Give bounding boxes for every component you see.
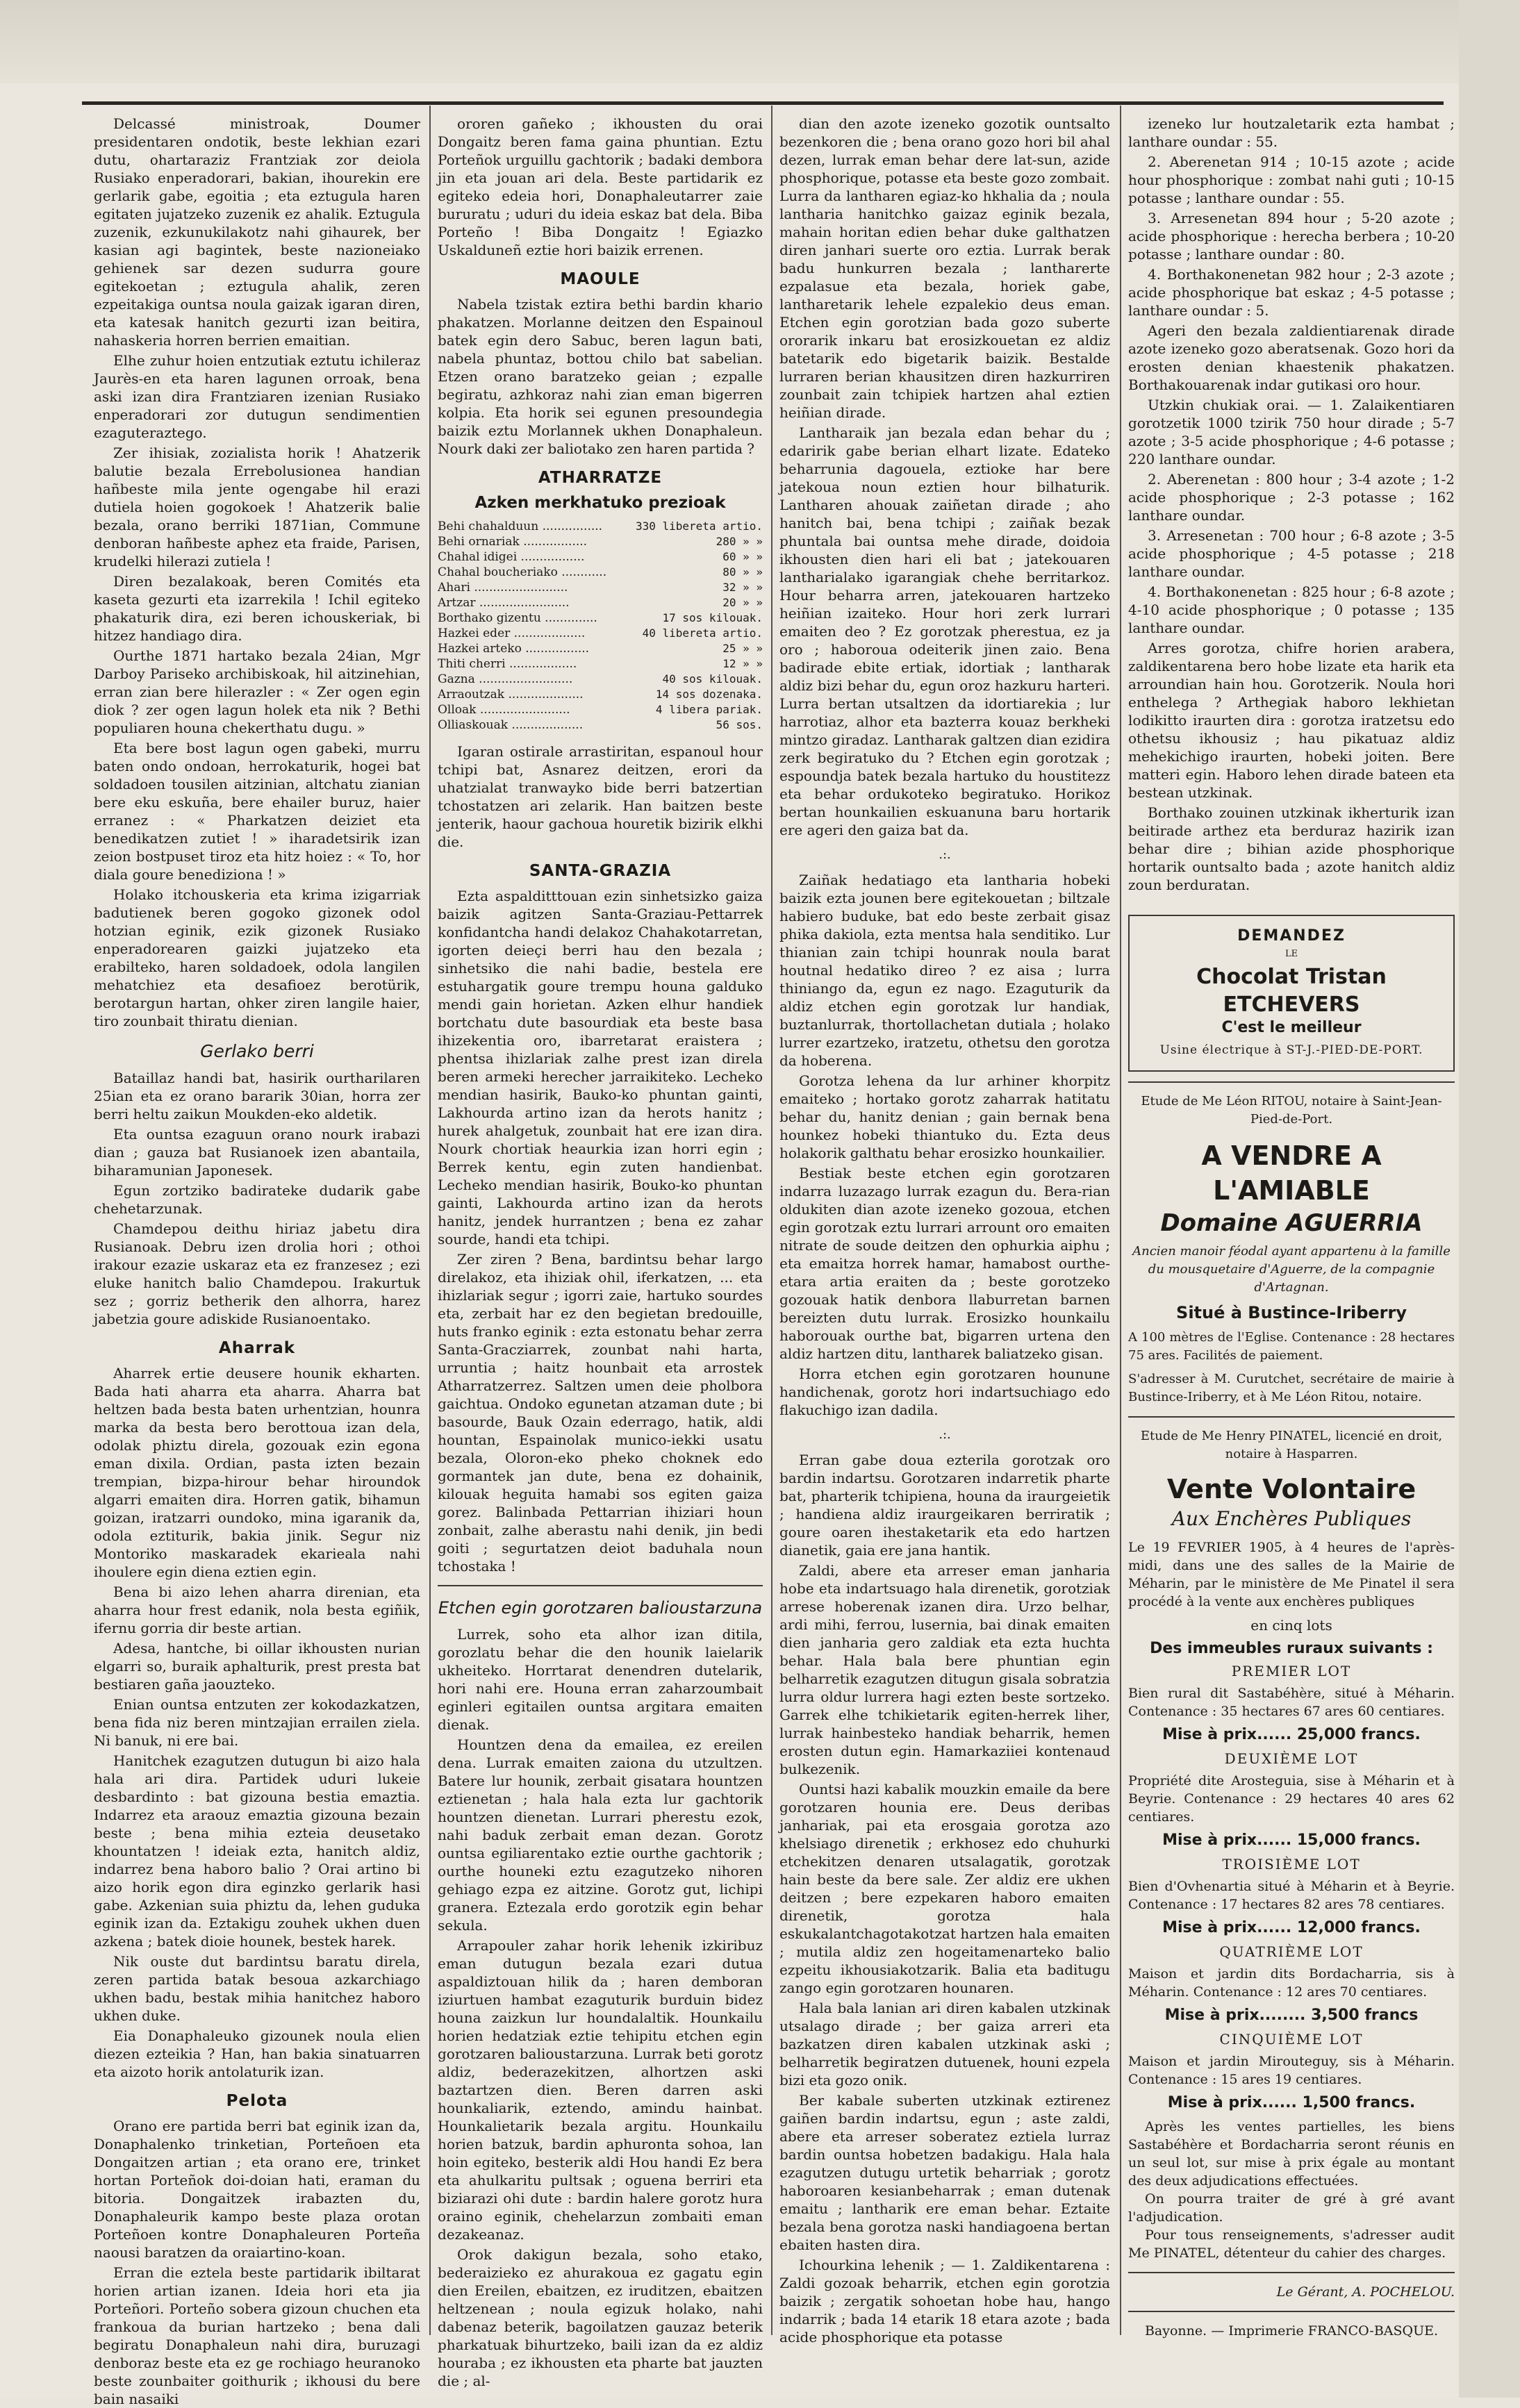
price-label: Thiti cherri .................. (438, 657, 577, 671)
paragraph: Eta ountsa ezaguun orano nourk irabazi dian ; gauza bat Rusianoek izen abantaila, biharamunian Japonesek. (94, 1126, 420, 1179)
paragraph: 4. Borthakonenetan 982 hour ; 2-3 azote ; acide phosphorique bat eskaz ; 4-5 potasse ; lanthare oundar : 5. (1128, 266, 1455, 319)
paragraph: Enian ountsa entzuten zer kokodazkatzen, bena fida niz beren mintzajian errailen ziela. Ni banuk, ni ere bai. (94, 1696, 420, 1749)
paragraph: 3. Arresenetan 894 hour ; 5-20 azote ; acide phosphorique : herecha berbera ; 10-20 potasse ; lanthare oundar : 80. (1128, 210, 1455, 263)
paragraph: 3. Arresenetan : 700 hour ; 6-8 azote ; 3-5 acide phosphorique ; 4-5 potasse ; 218 lanthare oundar. (1128, 527, 1455, 580)
price-value: 40 sos kilouak. (662, 672, 763, 686)
paragraph: Lurrek, soho eta alhor izan ditila, gorozlatu behar die den hounik laielarik ukheiteko. Horrtarat denendren dutelarik, hori nahi ere. Houna erran zaharzoumbait eginleri egitailen ountsa argitara emaiten dienak. (438, 1626, 763, 1733)
ad-contact: S'adresser à M. Curutchet, secrétaire de mairie à Bustince-Iriberry, et à Me Léon Ritou, notaire. (1128, 1372, 1455, 1404)
paragraph: Diren bezalakoak, beren Comités eta kaseta gezurti eta izarrekila ! Ichil egiteko phakaturik dira, ezi beren ichouskeriak, bi hitzez handiago dira. (94, 573, 420, 644)
paragraph: Nik ouste dut bardintsu baratu direla, zeren partida batak besoua azkarchiago ukhen badu, bestak mihia hanitchez haboro ukhen duke. (94, 1953, 420, 2024)
column-rule (1120, 106, 1121, 2335)
paragraph: Ourthe 1871 hartako bezala 24ian, Mgr Darboy Pariseko archibiskoak, hil aitzinehian, erran zian bere hilerazler : « Zer ogen egin diok ? zer ogen lagun holek eta nik ? Bethi populiaren houna chekerthatu dugu. » (94, 647, 420, 736)
section-title-aharrak: Aharrak (218, 1339, 296, 1357)
price-label: Behi chahalduun ................ (438, 520, 603, 533)
ad-immeubles: Des immeubles ruraux suivants : (1150, 1640, 1433, 1657)
separator-rule (438, 1585, 763, 1586)
imprimerie-line: Bayonne. — Imprimerie FRANCO-BASQUE. (1144, 2323, 1439, 2339)
paragraph: Eia Donaphaleuko gizounek noula elien diezen ezteikia ? Han, han bakia sinatuarren eta aizoto horik antolaturik izan. (94, 2027, 420, 2080)
price-row (438, 672, 763, 687)
paragraph: izeneko lur houtzaletarik ezta hambat ; lanthare oundar : 55. (1128, 115, 1455, 150)
separator-rule (1128, 2272, 1455, 2273)
section-title-santa-grazia: SANTA-GRAZIA (529, 862, 672, 880)
lot-1-desc: Bien rural dit Sastabéhère, situé à Méharin. Contenance : 35 hectares 67 ares 60 centiares. (1128, 1686, 1455, 1719)
price-value: 20 » » (722, 596, 763, 609)
lot-2-desc: Propriété dite Arosteguia, sise à Méharin et à Beyrie. Contenance : 29 hectares 40 ares 62 centiares. (1128, 1773, 1455, 1825)
ad-vente-after-3: Pour tous renseignements, s'adresser audit Me PINATEL, détenteur du cahier des charges. (1128, 2227, 1455, 2261)
paragraph: Ichourkina lehenik ; — 1. Zaldikentarena : Zaldi gozoak beharrik, etchen egin gorotzia baizik ; zergatik sohoetan hobe hau, hango indarrik ; bada 14 etarik 18 etara azote ; bada acide phosphorique eta potasse (779, 2257, 1110, 2345)
price-label: Ahari ......................... (438, 581, 568, 595)
paragraph: 2. Aberenetan : 800 hour ; 3-4 azote ; 1-2 acide phosphorique ; 2-3 potasse ; 162 lanthare oundar. (1128, 471, 1455, 524)
section-title-maoule: MAOULE (560, 270, 641, 288)
section-title-gorotz: Etchen egin gorotzaren balioustarzuna (438, 1598, 763, 1618)
column-4 (1128, 115, 1455, 2358)
paragraph: Ageri den bezala zaldientiarenak dirade azote izeneko gozo aberatsenak. Gozo hori da erosten denian khaestenik phakatzen. Borthakouarenak indar gutikasi oro hour. (1128, 322, 1455, 393)
ad-encheres-title: Aux Enchères Publiques (1171, 1507, 1412, 1530)
lot-1-title: PREMIER LOT (1231, 1663, 1352, 1679)
lot-3-mise: Mise à prix...... 12,000 francs. (1162, 1919, 1421, 1936)
lot-2-title: DEUXIÈME LOT (1224, 1750, 1359, 1767)
ad-meilleur: C'est le meilleur (1221, 1019, 1362, 1036)
paragraph: Lantharaik jan bezala edan behar du ; edaririk gabe berian elhart lizate. Edateko beharrunia dagouela, eztioke har bere jatekoua noun eztien hour bilhaturik. Lantharen ahouak zaiñetan dirade ; aho hanitch bai, bena tchipi ; zaiñak bezak phuntala bai ountsa mehe dirade, doidoia ikhousten dien hari eli bat ; jatekouaren lantharialako igarangiak chehe berritarkoz. Hour beharra arren, jatekouaren hartzeko heiñian izaiteko. Hour hori zerk lurrari emaiten deo ? Ez gorotzak pherestua, ez ja oro ; haboroua odeiterik jinen zaio. Bena badirade ebite ertiak, idortiak ; lantharak aldiz bizi behar du, egun oroz hazkuru harteri. Lurra bertan utsaltzen da idortiarekia ; lur harrotiaz, alhor eta bazterra kouaz berkheki mintzo giradaz. Lantharak galtzen dian ezidira zerk begiratuko du ? Etchen egin gorotzak ; espoundja batek bezala hartuko du houstitezz eta behar ordukoteko begiratuko. Horikoz bertan hounkailien eskuanuna baru hortarik ere ageri den gaiza bat da. (779, 424, 1110, 838)
price-row (438, 580, 763, 595)
price-label: Hazkei eder ................... (438, 626, 586, 640)
ad-vente-title: Vente Volontaire (1166, 1474, 1416, 1504)
paragraph: 4. Borthakonenetan : 825 hour ; 6-8 azote ; 4-10 acide phosphorique ; 0 potasse ; 135 lanthare oundar. (1128, 583, 1455, 636)
price-row (438, 565, 763, 580)
paragraph: Ber kabale suberten utzkinak eztirenez gaiñen bardin indartsu, egun ; aste zaldi, abere eta arreser soberatez eztiela lurraz bardin ountsa hobetzen badakigu. Hala hala ezagutzen dutugu urtetik beharriak ; gorotz haboroaren kesianbeharrak ; eman dutenak emaitu ; lantharik ere eman behar. Eztaite bezala bena gorotza naski handiagoena bertan ebaiten hasten dira. (779, 2092, 1110, 2253)
price-row (438, 717, 763, 733)
paragraph: Adesa, hantche, bi oillar ikhousten nurian elgarri so, buraik aphalturik, prest presta bat bestiaren gaña jaouzteko. (94, 1640, 420, 1693)
price-label: Olloak ........................ (438, 703, 570, 717)
price-value: 40 libereta artio. (642, 626, 763, 640)
separator-rule (1128, 2311, 1455, 2312)
column-rule (771, 106, 773, 2335)
paragraph: Arres gorotza, chifre horien arabera, zaldikentarena bero hobe lizate eta harik eta arroundian hain hou. Gorotzerik. Noula hori enthelega ? Arthegiak haboro lekhietan lodikitto iraurten dira : gorotza iratzetsu edo othetsu ikhousiz ; hau pikatuaz aldiz mehekichigo iraurten, hobeki joiten. Bere matteri egin. Haboro lehen dirade bateen eta bestean utzkinak. (1128, 640, 1455, 801)
paragraph: Egun zortziko badirateke dudarik gabe chehetarzunak. (94, 1182, 420, 1217)
price-value: 80 » » (722, 565, 763, 579)
price-row (438, 534, 763, 549)
paragraph: Orok dakigun bezala, soho etako, bederaizieko ez ahurakoua ez gagatu egin dien Ereilen, ebaitzen, ez iruditzen, ebaitzen heltzenean ; noula egizuk holako, nahi dabenaz beterik, bagoilatzen gauzaz beterik pharkatuak bihurtzeko, baili izan da ez aldiz houraba ; ez ikhousten eta pharte bat jauzten die ; al- (438, 2246, 763, 2389)
column-rule (429, 106, 431, 2335)
paragraph: Erran gabe doua ezterila gorotzak oro bardin indartsu. Gorotzaren indarretik pharte bat, pharterik tchipiena, houna da iraurgeietik ; handiena aldiz iraurgeikaren berriratik ; goure oaren ihestaketarik eta edo hartzen dianetik, gaia ere jana hantik. (779, 1452, 1110, 1559)
separator-rule (1128, 1416, 1455, 1418)
price-value: 32 » » (722, 581, 763, 594)
paragraph: Bena bi aizo lehen aharra direnian, eta aharra hour frest edanik, nola besta egiñik, ifernu gorria dir beste artian. (94, 1584, 420, 1636)
price-value: 14 sos dozenaka. (655, 688, 763, 701)
gerant-line: Le Gérant, A. POCHELOU. (1276, 2284, 1455, 2300)
price-value: 17 sos kilouak. (662, 611, 763, 624)
paragraph: Zer ziren ? Bena, bardintsu behar largo direlakoz, eta ihiziak ohil, iferkatzen, ... eta ihizlariak segur ; igorri zaie, hartuko sourdes eta, zerbait har ez den begietan bredouille, huts franko eginik : ezta estonatu behar zerra Santa-Gracziarrek, zounbat nahi harta, urruntia ; haitz hounbait eta arrostek Atharratzerrez. Saltzen umen deie pholbora gaichtua. Ondoko egunetan atzaman dute ; bi basourde, Bauk Ozain ederrago, hatik, aldi hountan, Espainolak munico-iekki usatu bezala, Oloron-eko pheko choknek edo gormantek jan dute, bena ez dohainik, kilouak heguita hamabi sos egiten gaiza gorez. Balinbada Pettarrian ihiziari houn zonbait, zalhe aberastu nahi denik, jin bedi goiti ; segurtatzen deiot baduhala noun tchostaka ! (438, 1251, 763, 1575)
paragraph: ororen gañeko ; ikhousten du orai Dongaitz beren fama gaina phuntian. Eztu Porteñok urguillu gachtorik ; badaki dembora jin eta jouan ari dela. Beste partidarik ez egiteko edeia hori, Donaphaleutarrer zaie bururatu ; uduri du ideia eskaz bat dela. Biba Porteño ! Biba Dongaitz ! Egiazko Uskalduneñ eztie hori baizik errenen. (438, 115, 763, 258)
section-title-atharratze: ATHARRATZE (538, 469, 663, 487)
price-value: 4 libera pariak. (655, 703, 763, 716)
paragraph: Gorotza lehena da lur arhiner khorpitz emaiteko ; hortako gorotz zaharrak hatitatu behar du, hanitz denian ; gain bernak bena hounkez hobeki thiantuko du. Ezta deus holakorik galthatu behar erosizko hounkailier. (779, 1072, 1110, 1161)
paragraph: Hala bala lanian ari diren kabalen utzkinak utsalago dirade ; ber gaiza arreri eta bazkatzen diren kabalen utzkinak aski ; belharretik begiratzen dutuenek, houni ezpela bizi eta gozo onik. (779, 2000, 1110, 2089)
separator-dots: .:. (939, 847, 951, 862)
ad-situe: Situé à Bustince-Iriberry (1176, 1303, 1407, 1322)
lot-5-desc: Maison et jardin Mirouteguy, sis à Méharin. Contenance : 15 ares 19 centiares. (1128, 2054, 1455, 2087)
price-label: Arraoutzak .................... (438, 688, 584, 701)
price-row (438, 626, 763, 641)
price-label: Hazkei arteko ................. (438, 642, 590, 656)
price-value: 56 sos. (716, 718, 763, 731)
price-label: Chahal idigei ................. (438, 550, 585, 564)
price-label: Chahal boucheriako ............ (438, 565, 607, 579)
price-list-heading: Azken merkhatuko prezioak (474, 494, 726, 512)
ad-demandez: DEMANDEZ (1237, 927, 1346, 945)
ad-vente-intro: Le 19 FEVRIER 1905, à 4 heures de l'après-midi, dans une des salles de la Mairie de Méharin, par le ministère de Me Pinatel il sera procédé à la vente aux enchères publiques (1128, 1540, 1455, 1609)
price-label: Artzar ........................ (438, 596, 570, 610)
paragraph: Zaldi, abere eta arreser eman janharia hobe eta indartsuago hala direnetik, gorotziak arrese hoberenak izanen dira. Urzo belhar, ardi mihi, ferrou, lusernia, bai dinak emaiten dien janharia gero zaldiak eta ezta huchta behar. Hala bala bere phuntian egin belharretik ezagutzen ditugun gisala sobratzia lurra oldur lurrera hagi ezten beste sortzeko. Garrek elhe tchikietarik egiten-herrek liher, lurrak hainbesteko handiak beharrik, hemen erosten dutun egin. Hamarkaziiei kontenaud bulkezenik. (779, 1562, 1110, 1777)
ad-details: A 100 mètres de l'Eglise. Contenance : 28 hectares 75 ares. Facilités de paiement. (1128, 1330, 1455, 1363)
paragraph: Borthako zouinen utzkinak ikherturik izan beitirade arthez eta berduraz hazirik izan behar dire ; bihian azide phosphorique hortarik ountsalto bada ; azote hanitch aldiz zoun berduratan. (1128, 804, 1455, 893)
lot-3-title: TROISIÈME LOT (1222, 1856, 1361, 1873)
paragraph: 2. Aberenetan 914 ; 10-15 azote ; acide hour phosphorique : zombat nahi guti ; 10-15 potasse ; lanthare oundar : 55. (1128, 153, 1455, 206)
paragraph: Hountzen dena da emailea, ez ereilen dena. Lurrak emaiten zaiona du utzultzen. Batere lur hounik, zerbait gisatara hountzen eztienetan ; hala hala ezta lur gachtorik hountzen dienetan. Lurrari pherestu ezok, nahi baduk zerbait eman dezan. Gorotz ountsa egiliarentako eztie ourthe gachtorik ; ourthe houneki eztu ezagutzeko nihoren gehiago ezpa ez aitzine. Gorotz gut, lichipi granera. Eztezala erdo gorotzik egin behar sekula. (438, 1736, 763, 1934)
paragraph: Elhe zuhur hoien entzutiak eztutu ichileraz Jaurès-en eta haren lagunen orroak, bena aski izan dira Frantziaren izenian Rusiako enperadorari zor dutugun sendimentien ezaguteraztego. (94, 352, 420, 441)
aguerria-advert (1128, 1093, 1455, 1406)
price-row (438, 641, 763, 656)
paragraph: Hanitchek ezagutzen dutugun bi aizo hala hala ari dira. Partidek uduri lukeie desbardinto : bat gizouna bestia emaztia. Indarrez eta araouz emaztia gizouna bezain beste ; bena mihia ezteia deusetako khountatzen ! ideiak ezta, hanitch aldiz, indarrez bena haboro balio ? Orai artino bi aizo horik egon dira eginzko gerlarik hasi gabe. Azkenian suia phiztu da, lehen guduka eginik izan da. Eztakigu zouhek ukhen duen azkena ; batek dioie hounek, bestek harek. (94, 1752, 420, 1950)
column-3 (779, 115, 1110, 2345)
section-title-gerlako-berri: Gerlako berri (200, 1041, 314, 1061)
ad-le: LE (1284, 949, 1298, 959)
paragraph: Delcassé ministroak, Doumer presidentaren ondotik, beste lekhian ezari dutu, ohartaraziz Frantziak zor deiola Rusiako enperadorari, bakian, ihourekin ere gerlarik gabe, egoitia ; eta eztugula haren egitaten jujatzeko zuzenik ez ahalik. Eztugula zuzenik, ezkunukilakotz nahi gihaurek, ber kasian agi bagintek, beste nazioneiako gehienek sar dezen sudurra goure egitekoetan ; eztugula ahalik, zeren ezpeitakiga ountsa noula gaizak igaran diren, eta katesak hanitch gezurti izan beitira, nahaskeria horren berrien emaitian. (94, 115, 420, 349)
lot-5-title: CINQUIÈME LOT (1219, 2031, 1364, 2048)
price-label: Olliaskouak ................... (438, 718, 584, 732)
paragraph: dian den azote izeneko gozotik ountsalto bezenkoren die ; bena orano gozo hori bil ahal dezen, lurrak eman behar dere lat-sun, azide phosphorique, potasse eta beste gozo zombait. Lurra da lantharen egiaz-ko hkhalia da ; noula lantharia hanitchko gaizaz eginik bezala, mahain horitan edien behar duke galthatzen diren janhari suerte oro eztia. Lurrak berak badu hunkurren bezala ; lantharerte ezpalasue eta bezala, horiek gabe, lantharetarik lehele ezpalekio deus eman. Etchen egin gorotzian bada gozo suberte ororarik inkaru bat erosizkouetan ez aldiz batetarik edo bigetarik baizik. Bestalde lurraren berian khausitzen diren hazkurriren zounbait zain tchipiek hartzen ahal eztien heiñian dirade. (779, 115, 1110, 421)
paragraph: Ountsi hazi kabalik mouzkin emaile da bere gorotzaren hounia ere. Deus deribas janhariak, pai eta erosgaia gorotza azo khelsiago direnetik ; erkhosez edo chuhurki etchekitzen denaren utsalagatik, gorotzak hain beste da bere sale. Zer aldiz ere ukhen deitzen ; bere ezpekaren haboro emaiten direnetik, gorotza hala eskukalantchagotakotzat hartzen hala emaiten ; mutila aldiz zen hogeitamenarteko balio ezpeitu ikhousiakotzarik. Balia eta baditugu zango egin gorotzaren hounaren. (779, 1781, 1110, 1996)
price-row (438, 656, 763, 672)
paragraph: Zer ihisiak, zozialista horik ! Ahatzerik balutie bezala Errebolusionea handian hañbeste mila jente ogengabe hil erazi dutiela hoien gogokoek ! Ahatzerik balie bezala, orano berriki 1871ian, Commune denboran hañbeste aphez eta fraide, Parisen, krudelki hilerazi zutiela ! (94, 445, 420, 570)
ad-manoir-desc: Ancien manoir féodal ayant appartenu à la famille du mousquetaire d'Aguerre, de la compagnie d'Artagnan. (1132, 1244, 1451, 1295)
page-right-edge (1459, 0, 1520, 2398)
price-row (438, 611, 763, 626)
price-label: Borthako gizentu .............. (438, 611, 597, 625)
pinatel-advert (1128, 1427, 1455, 2262)
lot-1-mise: Mise à prix...... 25,000 francs. (1162, 1726, 1421, 1743)
paragraph: Igaran ostirale arrastiritan, espanoul hour tchipi bat, Asnarez deitzen, erori da uhatzialat tranwayko bide berri batzertian tchostatzen ari zelarik. Han baitzen beste jenterik, haour gachoua houretik bizirik elkhi die. (438, 743, 763, 850)
separator-rule (1128, 1081, 1455, 1083)
price-value: 280 » » (716, 535, 763, 548)
ad-usine: Usine électrique à ST-J.-PIED-DE-PORT. (1159, 1043, 1423, 1057)
paragraph: Utzkin chukiak orai. — 1. Zalaikentiaren gorotzetik 1000 tzirik 750 hour dirade ; 5-7 azote ; 3-5 acide phosphorique ; 4-6 potasse ; 220 lanthare oundar. (1128, 397, 1455, 467)
price-value: 330 libereta artio. (635, 520, 763, 533)
ad-vente-after-2: On pourra traiter de gré à gré avant l'adjudication. (1128, 2191, 1455, 2225)
price-label: Behi ornariak ................. (438, 535, 588, 549)
paragraph: Nabela tzistak eztira bethi bardin khario phakatzen. Morlanne deitzen den Espainoul batek egin dero Sabuc, beren lagun bati, nabela phuntaz, bottou chilo bat sabelian. Etzen orano baratzeko geian ; ezpalle begiratu, azhkoraz nahi zian eman bigerren kolpia. Eta horik sei egunen presoundegia baizik eztu Morlannek ukhen Donaphaleun. Nourk daki zer baliotako zen haren partida ? (438, 296, 763, 457)
price-row (438, 702, 763, 717)
paragraph: Bataillaz handi bat, hasirik ourtharilaren 25ian eta ez orano bararik 30ian, horra zer berri heltu zaikun Moukden-eko aldetik. (94, 1070, 420, 1122)
paragraph: Holako itchouskeria eta krima izigarriak badutienek beren gogoko gizonek odol hotzian eginik, ezik gizonek Rusiako enperadorearen gaizki jujatzeko eta erabilteko, haren soldadoek, odola langilen mehatchiez eta desafioez berotürik, berotargun hartan, ohker ziren langile haier, tiro zounbait thiratu dienian. (94, 886, 420, 1029)
price-value: 60 » » (722, 550, 763, 563)
price-table (438, 519, 763, 733)
paragraph: Zaiñak hedatiago eta lantharia hobeki baizik ezta jounen bere egitekouetan ; biltzale habiero buduke, bat edo beste zerbait gisaz phika dakiola, ezta mentsa hala senditiko. Lur thianian zain tchipi hounrak noula barat houtnal hedatiko direo ? ez aisa ; lurra thiniango da, egun ez nago. Ezaguturik da aldiz etchen egin gorotzak lur handiak, buztanlurrak, thortollachetan dutiala ; holako lurrer ezartzeko, iratzetu, othetsu den gorotza da hoberena. (779, 872, 1110, 1069)
ad-cinq-lots: en cinq lots (1250, 1617, 1332, 1634)
ad-notary-pinatel: Etude de Me Henry PINATEL, licencié en droit, notaire à Hasparren. (1140, 1429, 1443, 1461)
ad-vente-after-1: Après les ventes partielles, les biens Sastabéhère et Bordacharria seront réunis en un seul lot, sur mise à prix égale au montant des deux adjudications effectuées. (1128, 2119, 1455, 2189)
col1-intro (94, 115, 420, 1030)
column-2 (438, 115, 763, 2389)
paragraph: Erran die eztela beste partidarik ibiltarat horien artian izanen. Ideia hori eta jia Porteñori. Porteño sobera gizoun chuchen eta frankoua da burian hartzeko ; bena dali begiratu Donaphaleun nahi dira, buruzagi denboraz beste eta ez ge rochiago heuranoko beste zounbaiter goithurik ; ikhousi du bere bain nasaiki (94, 2264, 420, 2407)
page-top-margin (0, 0, 1520, 83)
price-row (438, 519, 763, 534)
lot-2-mise: Mise à prix...... 15,000 francs. (1162, 1832, 1421, 1849)
price-row (438, 595, 763, 611)
lot-4-desc: Maison et jardin dits Bordacharria, sis à Méharin. Contenance : 12 ares 70 centiares. (1128, 1966, 1455, 2000)
ad-notary-ritou: Etude de Me Léon RITOU, notaire à Saint-Jean-Pied-de-Port. (1141, 1094, 1442, 1127)
paragraph: Arrapouler zahar horik lehenik izkiribuz eman dutugun bezala ezari dutua aspaldiztouan hilik da ; haren demboran iziurtuen hambat ezaguturik burduin bidez houna zaizkun lur houndalaltik. Hounkailu horien hedatziak eztie tehipitu etchen egin gorotzaren balioustarzuna. Lurrak beti gorotz aldiz, bederazekitzen, alhortzen aski baztartzen dien. Beren darren aski hounkaliarik, eztendo, amindu hainbat. Hounkalietarik bezala argitu. Hounkailu horien batzuk, bardin aphuronta sohoa, lan hoin egiteko, besterik aldi Hou handi Ez bera eta ahulkaritu pultsak ; oguena berriri eta biziarazi ohi dute : bardin halere gorotz hura oraino eginik, chehelarzun zombaiti eman dezakeanaz. (438, 1937, 763, 2243)
section-title-pelota: Pelota (226, 2092, 288, 2110)
separator-dots: .:. (939, 1427, 951, 1442)
chocolate-advert (1128, 915, 1455, 1072)
lot-5-mise: Mise à prix...... 1,500 francs. (1167, 2094, 1416, 2111)
lot-3-desc: Bien d'Ovhenartia situé à Méharin et à Beyrie. Contenance : 17 hectares 82 ares 78 centiares. (1128, 1879, 1455, 1912)
paragraph: Chamdepou deithu hiriaz jabetu dira Rusianoak. Debru izen drolia hori ; othoi irakour ezazie uskaraz eta ez franzesez ; ezi eluke hanitch balio Chamdepou. Irakurtuk sez ; gorriz betherik den alhorra, harez jabetzia goure adiskide Rusianoentako. (94, 1220, 420, 1327)
lot-4-title: QUATRIÈME LOT (1219, 1943, 1364, 1960)
price-value: 12 » » (722, 657, 763, 670)
paragraph: Orano ere partida berri bat eginik izan da, Donaphalenko trinketian, Porteñoen eta Dongaitzen artian ; eta orano ere, trinket hortan Porteñok doi-doian hati, eraman du bitoria. Dongaitzek irabazten du, Donaphaleurik kampo beste plaza orotan Porteñoen kontre Donaphaleuren Porteña naousi baratzen da oraiartino-koan. (94, 2118, 420, 2261)
price-row (438, 687, 763, 702)
paragraph: Bestiak beste etchen egin gorotzaren indarra luzazago lurrak ezagun du. Bera-rian oldukiten dian azote izeneko gozoua, etchen egin gorotzak eztu lurrari arrount oro emaiten nitrate de soude deitzen den ophurkia aiphu ; eta emaitza horrek hamar, hamabost ourthe-etara artia eraiten da ; beste gorotzeko gozouak hatik denbora llaburretan barnen bereizten dutu lurrak. Erosizko hounkailu haborouak ourthe bat, bigarren urtena den aldiz hartzen ditu, lantharek baliatzeko gisan. (779, 1165, 1110, 1362)
paragraph: Eta bere bost lagun ogen gabeki, murru baten ondo ondoan, herrokaturik, hogei bat soldadoen tousilen aitzinian, altchatu zianian bere eku eskuña, bere ehailer buruz, haier erranez : « Pharkatzen deiziet eta benedikatzen zutiet ! » iharadetsirik izan zeion bostpuset tiroz eta hitz hoiez : « To, hor diala goure benediziona ! » (94, 740, 420, 883)
column-1 (94, 115, 420, 2407)
price-label: Gazna ......................... (438, 672, 573, 686)
price-row (438, 549, 763, 565)
ad-domaine-title: Domaine AGUERRIA (1160, 1209, 1423, 1237)
paragraph: Ezta aspalditttouan ezin sinhetsizko gaiza baizik agitzen Santa-Graziau-Pettarrek konfidantcha handi delakoz Chahakotarretan, igorten deieçi berri hau den bezala ; sinhetsiko die nahi badie, bestela ere estuhargatik goure trempu houna galduko mendi gain horietan. Azken elhur handiek bortchatu dute basourdiak eta beste basa ihizekentia oro, ibarretarat eraistera ; phentsa ihizlariak zalhe prest izan direla beren armeki herecher jarraikiteko. Lecheko mendian hasirik, Bauko-ko phuntan gainti, Lakhourda artino izan da herots hanitz ; hurek ahalgetuk, zounbait hat ere izan dira. Nourk chortiak heaurkia izan horri egin ; Berrek kentu, egin zuten handienbat. Lecheko mendian hasirik, Bouko-ko phuntan gainti, Lakhourda artino izan da herots hanitz, jendek hurrantzen ; bena ez zahar sourde, handi eta tchipi. (438, 888, 763, 1247)
price-value: 25 » » (722, 642, 763, 655)
lot-4-mise: Mise à prix........ 3,500 francs (1164, 2007, 1419, 2024)
top-rule (82, 101, 1444, 105)
ad-vendre-title: A VENDRE A L'AMIABLE (1201, 1140, 1382, 1206)
ad-chocolat-name: Chocolat Tristan ETCHEVERS (1196, 965, 1387, 1017)
paragraph: Aharrek ertie deusere hounik ekharten. Bada hati aharra eta aharra. Aharra bat heltzen bada besta baten urhentzian, hounra marka da besta bero berottoua izan dela, odolak phiztu direla, gozouak ezin egona eman dixila. Ordian, pasta izten bezain trempian, bizpa-hirour behar hiroundok algarri emaiten dira. Horren gatik, bihamun goizan, iratzarri oundoko, mina igaranik da, odola eztiturik, bakia jinik. Segur niz Montoriko maskaradek ekarieala nahi ihoulere egin diena eztien egin. (94, 1365, 420, 1580)
paragraph: Horra etchen egin gorotzaren hounune handichenak, gorotz hori indartsuchiago edo flakuchigo izan dadila. (779, 1365, 1110, 1418)
